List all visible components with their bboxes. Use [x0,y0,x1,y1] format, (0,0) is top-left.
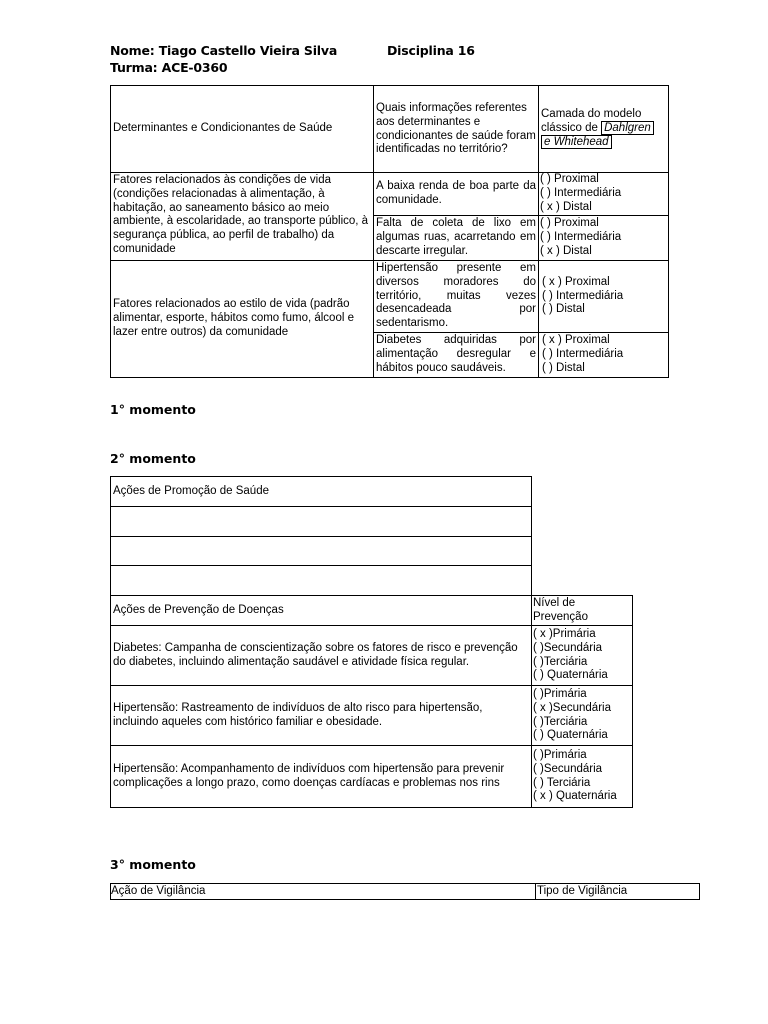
layer-option: ( ) Proximal [540,173,599,186]
layer-option: ( ) Distal [542,303,585,316]
prevention-levels [532,626,633,686]
level-option: ( )Secundária [533,641,603,654]
info-cell: Falta de coleta de lixo em algumas ruas, acarretando em descarte irregular. [374,216,539,261]
surveillance-table [110,883,700,900]
student-name: Nome: Tiago Castello Vieira Silva [110,43,338,58]
layer-option: ( x ) Distal [540,200,592,213]
determinants-header-row [111,86,669,173]
table-row [111,686,633,746]
prevention-action: Diabetes: Campanha de conscientização sobre os fatores de risco e prevenção do diabetes, incluindo alimentação saudável e atividade física regular. [111,626,532,686]
level-option: ( )Terciária [533,655,588,668]
class-group: Turma: ACE-0360 [110,60,228,75]
level-option: ( x ) Quaternária [533,790,617,803]
header-determinants: Determinantes e Condicionantes de Saúde [111,86,374,173]
info-cell: Diabetes adquiridas por alimentação desregular e hábitos pouco saudáveis. [374,333,539,378]
layer-option: ( x ) Proximal [542,334,610,347]
layer-options [539,216,669,261]
layer-option: ( x ) Proximal [542,275,610,288]
level-option: ( ) Quaternária [533,729,608,742]
layer-option: ( ) Distal [542,361,585,374]
level-option: ( )Secundária [533,762,603,775]
layer-option: ( ) Intermediária [542,289,624,302]
prevention-table [110,595,633,808]
promotion-empty-row [111,537,532,566]
layer-options [539,173,669,216]
prevention-action: Hipertensão: Rastreamento de indivíduos de alto risco para hipertensão, incluindo aqueles com histórico familiar e obesidade. [111,686,532,746]
layer-options [539,333,669,378]
prevention-action: Hipertensão: Acompanhamento de indivíduos com hipertensão para prevenir complicações a longo prazo, como doenças cardíacas e problemas nos rins [111,746,532,808]
level-option: ( ) Terciária [533,776,591,789]
determinants-table [110,85,669,378]
layer-option: ( x ) Distal [540,244,592,257]
level-option: ( ) Quaternária [533,669,608,682]
surveillance-action-header: Ação de Vigilância [111,884,536,900]
info-cell: A baixa renda de boa parte da comunidade. [374,173,539,216]
promotion-empty-row [111,507,532,537]
header-layer-text: Camada do modelo clássico de [541,108,642,135]
layer-option: ( ) Intermediária [542,348,624,361]
header-layer [539,86,669,173]
table-row [111,261,669,333]
layer-options [539,261,669,333]
surveillance-header-row [111,884,700,900]
prevention-header-row [111,596,633,626]
layer-option: ( ) Intermediária [540,231,622,244]
moment-1-heading: 1° momento [110,402,196,417]
prevention-levels [532,686,633,746]
level-option: ( x )Primária [533,627,596,640]
level-option: ( x )Secundária [533,701,611,714]
promotion-empty-row [111,566,532,596]
layer-option: ( ) Proximal [540,217,599,230]
table-row [111,746,633,808]
promotion-title: Ações de Promoção de Saúde [111,477,532,507]
factor-lifestyle: Fatores relacionados ao estilo de vida (padrão alimentar, esporte, hábitos como fumo, álcool e lazer entre outros) da comunidade [111,261,374,378]
discipline: Disciplina 16 [387,43,475,58]
promotion-table [110,476,532,596]
prevention-title: Ações de Prevenção de Doenças [111,596,532,626]
header-layer-boxed-1: Dahlgren [601,121,654,135]
level-option: ( )Primária [533,687,587,700]
prevention-levels [532,746,633,808]
level-option: ( )Primária [533,748,587,761]
header-layer-boxed-2: e Whitehead [541,135,612,149]
table-row [111,626,633,686]
level-option: ( )Terciária [533,715,588,728]
factor-living-conditions: Fatores relacionados às condições de vida (condições relacionadas à alimentação, à habitação, ao saneamento básico ao meio ambiente, à escolaridade, ao transporte público, à segurança pública, ao perfil de trabalho) da comunidade [111,173,374,261]
layer-option: ( ) Intermediária [540,187,622,200]
info-cell: Hipertensão presente em diversos moradores do território, muitas vezes desencadeada por sedentarismo. [374,261,539,333]
prevention-level-header: Nível de Prevenção [532,596,633,626]
table-row [111,173,669,216]
header-information: Quais informações referentes aos determinantes e condicionantes de saúde foram identificadas no território? [374,86,539,173]
surveillance-type-header: Tipo de Vigilância [536,884,700,900]
moment-3-heading: 3° momento [110,857,196,872]
moment-2-heading: 2° momento [110,451,196,466]
